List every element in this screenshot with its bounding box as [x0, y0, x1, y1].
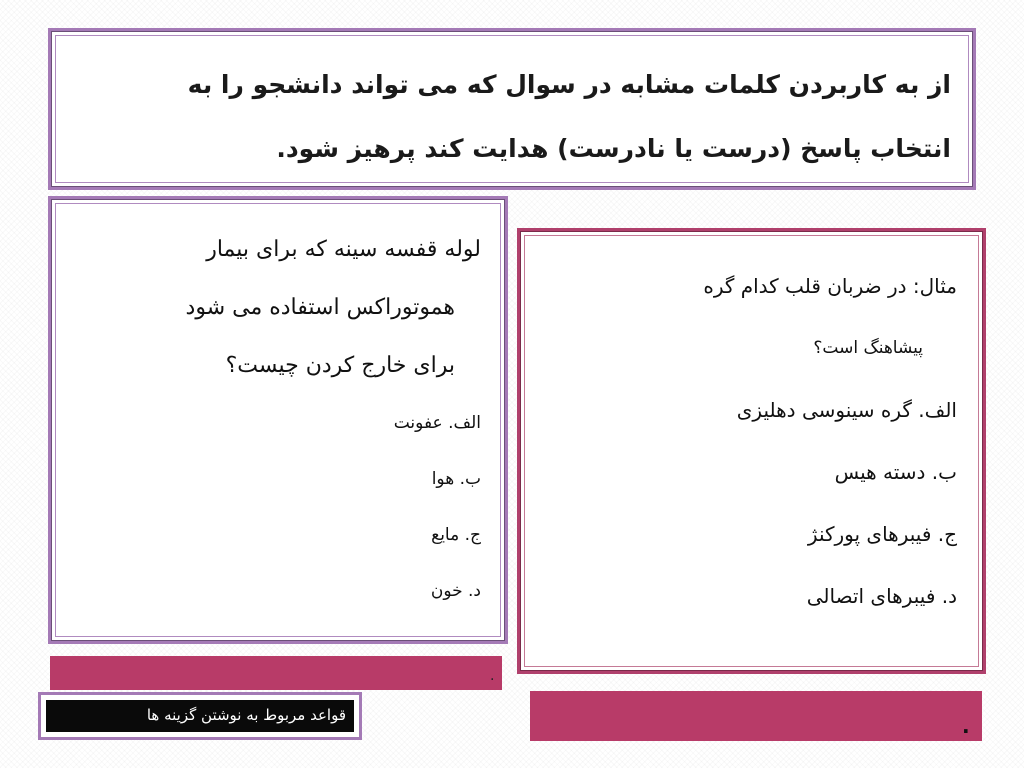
left-question-content [186, 221, 481, 619]
title-line-2: انتخاب پاسخ (درست یا نادرست) هدایت کند پرهیز شود. [276, 134, 951, 163]
right-option-c: ج. فیبرهای پورکنژ [807, 522, 957, 546]
left-option-c: ج. مایع [431, 525, 481, 545]
left-question-box [48, 196, 508, 644]
right-option-d: د. فیبرهای اتصالی [806, 584, 957, 608]
right-question-line-2: پیشاهنگ است؟ [813, 338, 923, 358]
right-option-a: الف. گره سینوسی دهلیزی [736, 398, 957, 422]
left-option-a: الف. عفونت [393, 413, 481, 433]
left-accent-bar [50, 656, 502, 690]
footer-label-background [46, 700, 354, 732]
title-line-1: از به کاربردن کلمات مشابه در سوال که می تواند دانشجو را به [187, 70, 951, 99]
title-box [48, 28, 976, 190]
right-question-line-1: مثال: در ضربان قلب کدام گره [703, 274, 957, 298]
right-option-b: ب. دسته هیس [834, 460, 957, 484]
footer-label-text: قواعد مربوط به نوشتن گزینه ها [146, 706, 346, 724]
footer-label-box [38, 692, 362, 740]
right-accent-bar [530, 691, 982, 741]
right-example-box [517, 228, 986, 674]
right-bar-dot: . [962, 714, 970, 738]
left-question-line-3: برای خارج کردن چیست؟ [225, 353, 455, 378]
left-option-b: ب. هوا [431, 469, 481, 489]
left-bar-dot: . [490, 668, 495, 684]
left-question-line-1: لوله قفسه سینه که برای بیمار [206, 237, 481, 262]
title-text [73, 53, 951, 181]
right-example-content [703, 255, 957, 627]
left-question-line-2: هموتوراکس استفاده می شود [185, 295, 455, 320]
left-option-d: د. خون [430, 581, 481, 601]
